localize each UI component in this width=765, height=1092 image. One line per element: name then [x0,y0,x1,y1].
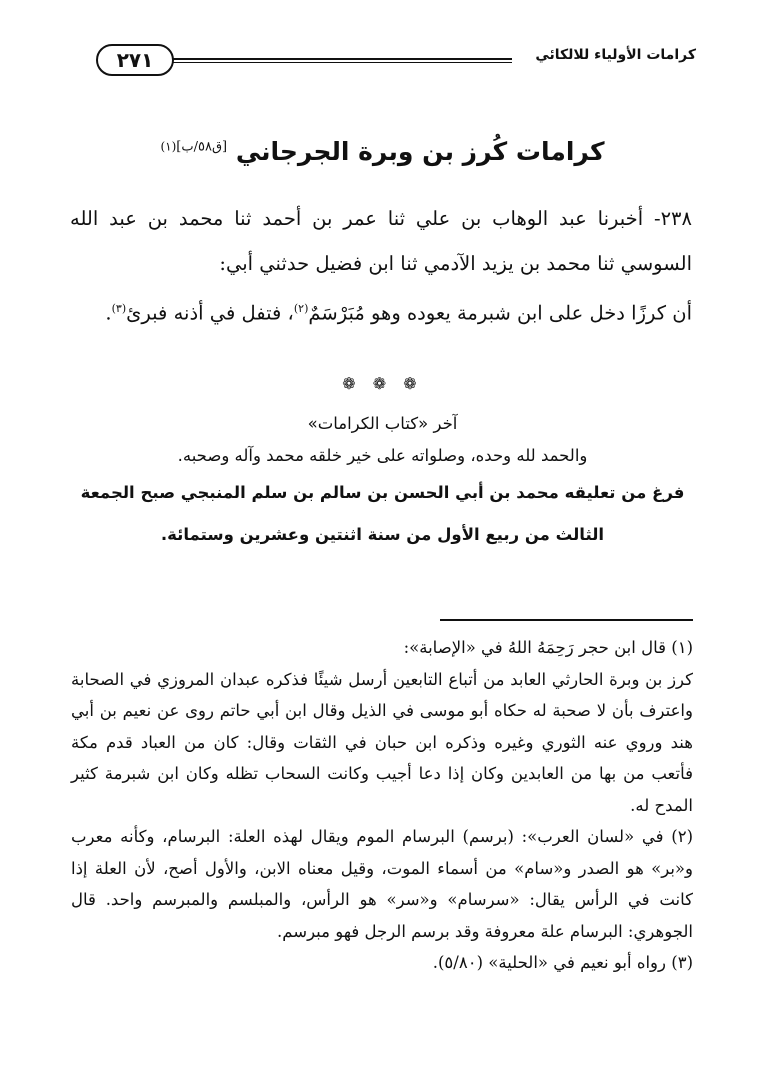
footnotes-block [71,632,693,979]
chapter-title-text: كرامات كُرز بن وبرة الجرجاني [235,137,605,166]
footnote-1-body: كرز بن وبرة الحارثي العابد من أتباع التابعين أرسل شيئًا فذكره عبدان المروزي في الصحابة واعترف بأن لا صحبة له حكاه أبو موسى في الذيل وقال ابن أبي حاتم روى عن نعيم بن أبي هند وروي عنه الثوري وغيره وذكره ابن حبان في الثقات وقال: كان من العباد قدم مكة فأتعب من بها من العابدين وكان إذا دعا أجيب وكانت السحاب تظله وكان ابن شبرمة كثير المدح له. [71,669,693,815]
chapter-footnote-marker: (١) [160,139,177,154]
narration-matn [70,286,692,336]
colophon-date: الثالث من ربيع الأول من سنة اثنتين وعشرين وستمائة. [160,525,605,544]
footnote-1-intro: (١) قال ابن حجر رَحِمَهُ اللهُ في «الإصابة»: [403,638,693,657]
narration-matn-part1: أن كرزًا دخل على ابن شبرمة يعوده وهو مُبَرْسَمٌ [308,301,692,325]
footnote-divider [440,619,693,621]
header-rule [172,58,512,63]
page-number: ٢٧١ [96,44,174,76]
manuscript-folio-ref: [ق٥٨/ب] [176,139,228,155]
running-book-title: كرامات الأولياء للالكائي [535,47,696,63]
footnote-3: (٣) رواه أبو نعيم في «الحلية» (٥/٨٠). [432,953,693,972]
ornament-separator: ❁ ❁ ❁ [342,374,423,393]
narration-matn-end: . [105,301,112,325]
footnote-marker-2: (٢) [293,302,309,315]
narration-matn-part2: ، فتفل في أذنه فبرئ [126,301,294,325]
footnote-marker-3: (٣) [111,302,127,315]
colophon-copyist: فرغ من تعليقه محمد بن أبي الحسن بن سالم بن سلم المنبجي صبح الجمعة [80,483,685,502]
colophon-praise: والحمد لله وحده، وصلواته على خير خلقه محمد وآله وصحبه. [177,446,588,465]
colophon-end-of-book: آخر «كتاب الكرامات» [307,414,458,433]
narration-chain: ٢٣٨- أخبرنا عبد الوهاب بن علي ثنا عمر بن أحمد ثنا محمد بن عبد الله السوسي ثنا محمد بن يزيد الآدمي ثنا ابن فضيل حدثني أبي: [70,207,692,275]
chapter-heading [0,137,765,166]
narration-block [70,196,692,336]
colophon [0,408,765,556]
running-header [96,44,696,78]
footnote-2: (٢) في «لسان العرب»: (برسم) البرسام الموم ويقال لهذه العلة: البرسام، وكأنه معرب و«بر» هو الصدر و«سام» من أسماء الموت، وقيل معناه الابن، والأول أصح، لأن العلة إذا كانت في الرأس يقال: «سرسام» و«سر» هو الرأس، والمبلسم والمبرسم واحد. قال الجوهري: البرسام علة معروفة وقد برسم الرجل فهو مبرسم. [71,827,693,941]
